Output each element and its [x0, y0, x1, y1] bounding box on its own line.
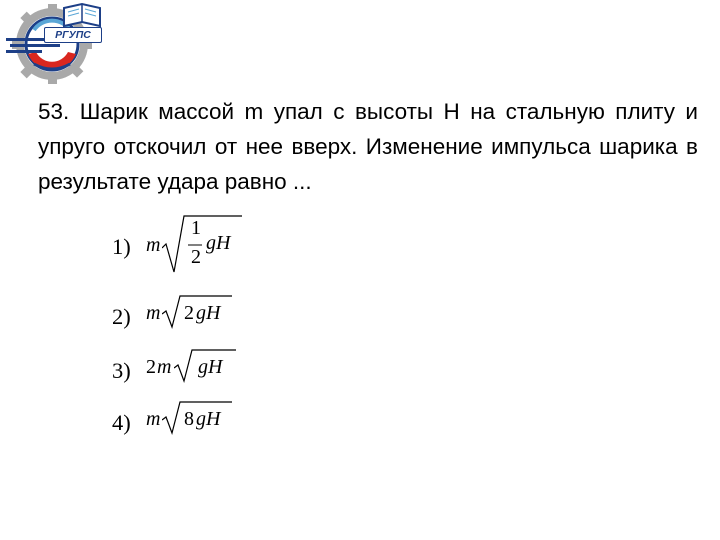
option-number: 2)	[112, 304, 131, 329]
mass-symbol: m	[157, 356, 172, 378]
radicand: gH	[196, 408, 221, 430]
radicand: gH	[198, 356, 223, 378]
formula-m-sqrt-half-gH	[146, 214, 246, 276]
mass-symbol: m	[146, 408, 161, 430]
option-number: 1)	[112, 234, 131, 259]
university-logo	[4, 2, 104, 84]
book-icon	[64, 4, 100, 26]
option-number: 4)	[112, 410, 131, 435]
coefficient-number: 2	[146, 356, 156, 378]
radicand-number: 8	[184, 408, 194, 430]
mass-symbol: m	[146, 302, 161, 324]
logo-emblem	[4, 2, 104, 84]
formula-m-sqrt-2gH	[146, 294, 246, 334]
fraction-numerator: 1	[191, 217, 201, 239]
fraction-denominator: 2	[191, 246, 201, 268]
radicand: gH	[196, 302, 221, 324]
option-number: 3)	[112, 358, 131, 383]
formula-2m-sqrt-gH	[146, 348, 246, 388]
radicand: gH	[206, 232, 231, 254]
formula-m-sqrt-8gH	[146, 400, 246, 440]
radicand-number: 2	[184, 302, 194, 324]
mass-symbol: m	[146, 234, 161, 256]
logo-text: РГУПС	[44, 27, 102, 43]
question-text: 53. Шарик массой m упал с высоты H на стальную плиту и упруго отскочил от нее вверх. Изменение импульса шарика в результате удара равно ...	[38, 99, 698, 194]
